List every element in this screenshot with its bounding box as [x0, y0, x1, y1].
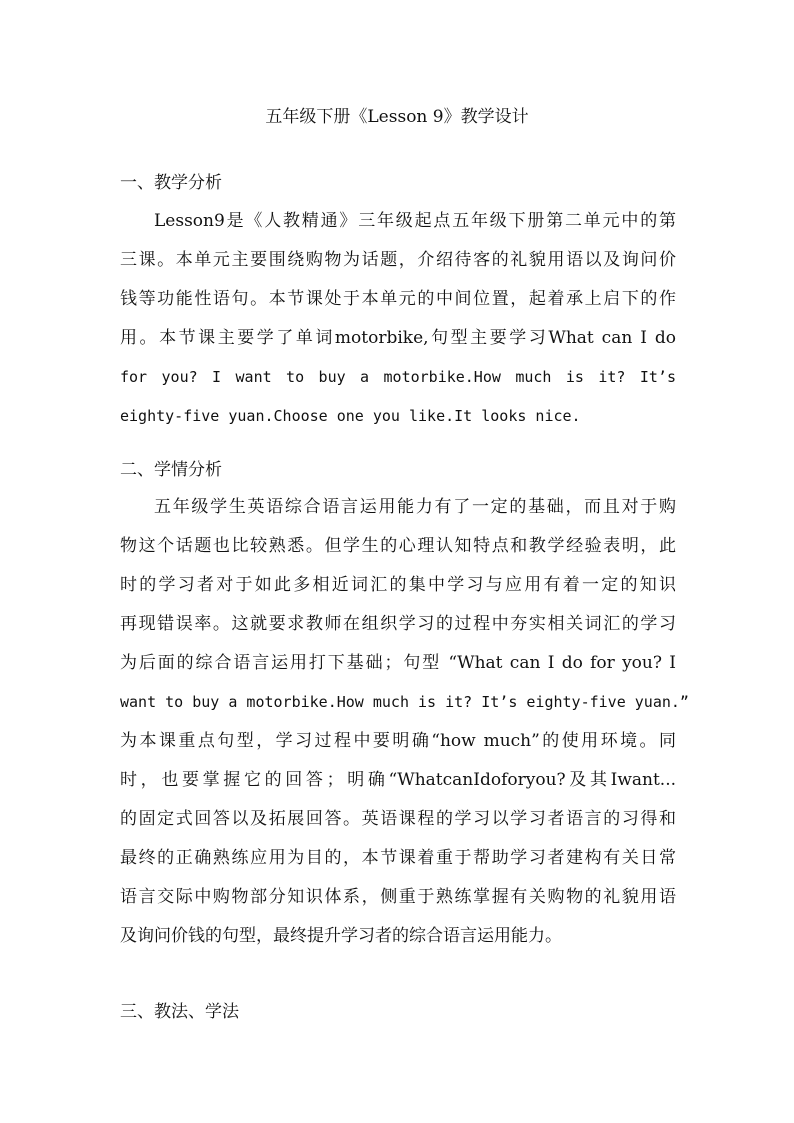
paragraph-line: 为后面的综合语言运用打下基础；句型 “What can I do for you? I	[120, 653, 676, 673]
section-heading-teaching-analysis: 一、教学分析	[120, 173, 222, 193]
paragraph-line: 语言交际中购物部分知识体系，侧重于熟练掌握有关购物的礼貌用语	[120, 887, 676, 907]
paragraph-line: 及询问价钱的句型，最终提升学习者的综合语言运用能力。	[120, 926, 562, 946]
paragraph-line: 五年级学生英语综合语言运用能力有了一定的基础，而且对于购	[154, 497, 676, 517]
paragraph-line: 钱等功能性语句。本节课处于本单元的中间位置，起着承上启下的作	[120, 289, 676, 309]
paragraph-line: 最终的正确熟练应用为目的，本节课着重于帮助学习者建构有关日常	[120, 848, 676, 868]
paragraph-line: eighty-five yuan.Choose one you like.It looks nice.	[120, 407, 581, 425]
paragraph-line: 的固定式回答以及拓展回答。英语课程的学习以学习者语言的习得和	[120, 809, 676, 829]
section-heading-student-analysis: 二、学情分析	[120, 460, 222, 480]
paragraph-line: want to buy a motorbike.How much is it? It’s eighty-five yuan.”	[120, 693, 689, 711]
paragraph-line: 时，也要掌握它的回答；明确“WhatcanIdoforyou?及其Iwant...	[120, 770, 676, 790]
paragraph-line: 再现错误率。这就要求教师在组织学习的过程中夯实相关词汇的学习	[120, 614, 676, 634]
section-heading-teaching-methods: 三、教法、学法	[120, 1002, 239, 1022]
document-title: 五年级下册《Lesson 9》教学设计	[265, 107, 529, 127]
paragraph-line: Lesson9是《人教精通》三年级起点五年级下册第二单元中的第	[154, 211, 676, 231]
paragraph-line: 物这个话题也比较熟悉。但学生的心理认知特点和教学经验表明，此	[120, 536, 676, 556]
paragraph-line: 用。本节课主要学了单词motorbike,句型主要学习What can I do	[120, 328, 676, 348]
paragraph-line: 时的学习者对于如此多相近词汇的集中学习与应用有着一定的知识	[120, 575, 676, 595]
paragraph-line: 为本课重点句型，学习过程中要明确“how much”的使用环境。同	[120, 731, 676, 751]
paragraph-line: 三课。本单元主要围绕购物为话题，介绍待客的礼貌用语以及询问价	[120, 250, 676, 270]
paragraph-line: for you? I want to buy a motorbike.How much is it? It’s	[120, 368, 676, 386]
